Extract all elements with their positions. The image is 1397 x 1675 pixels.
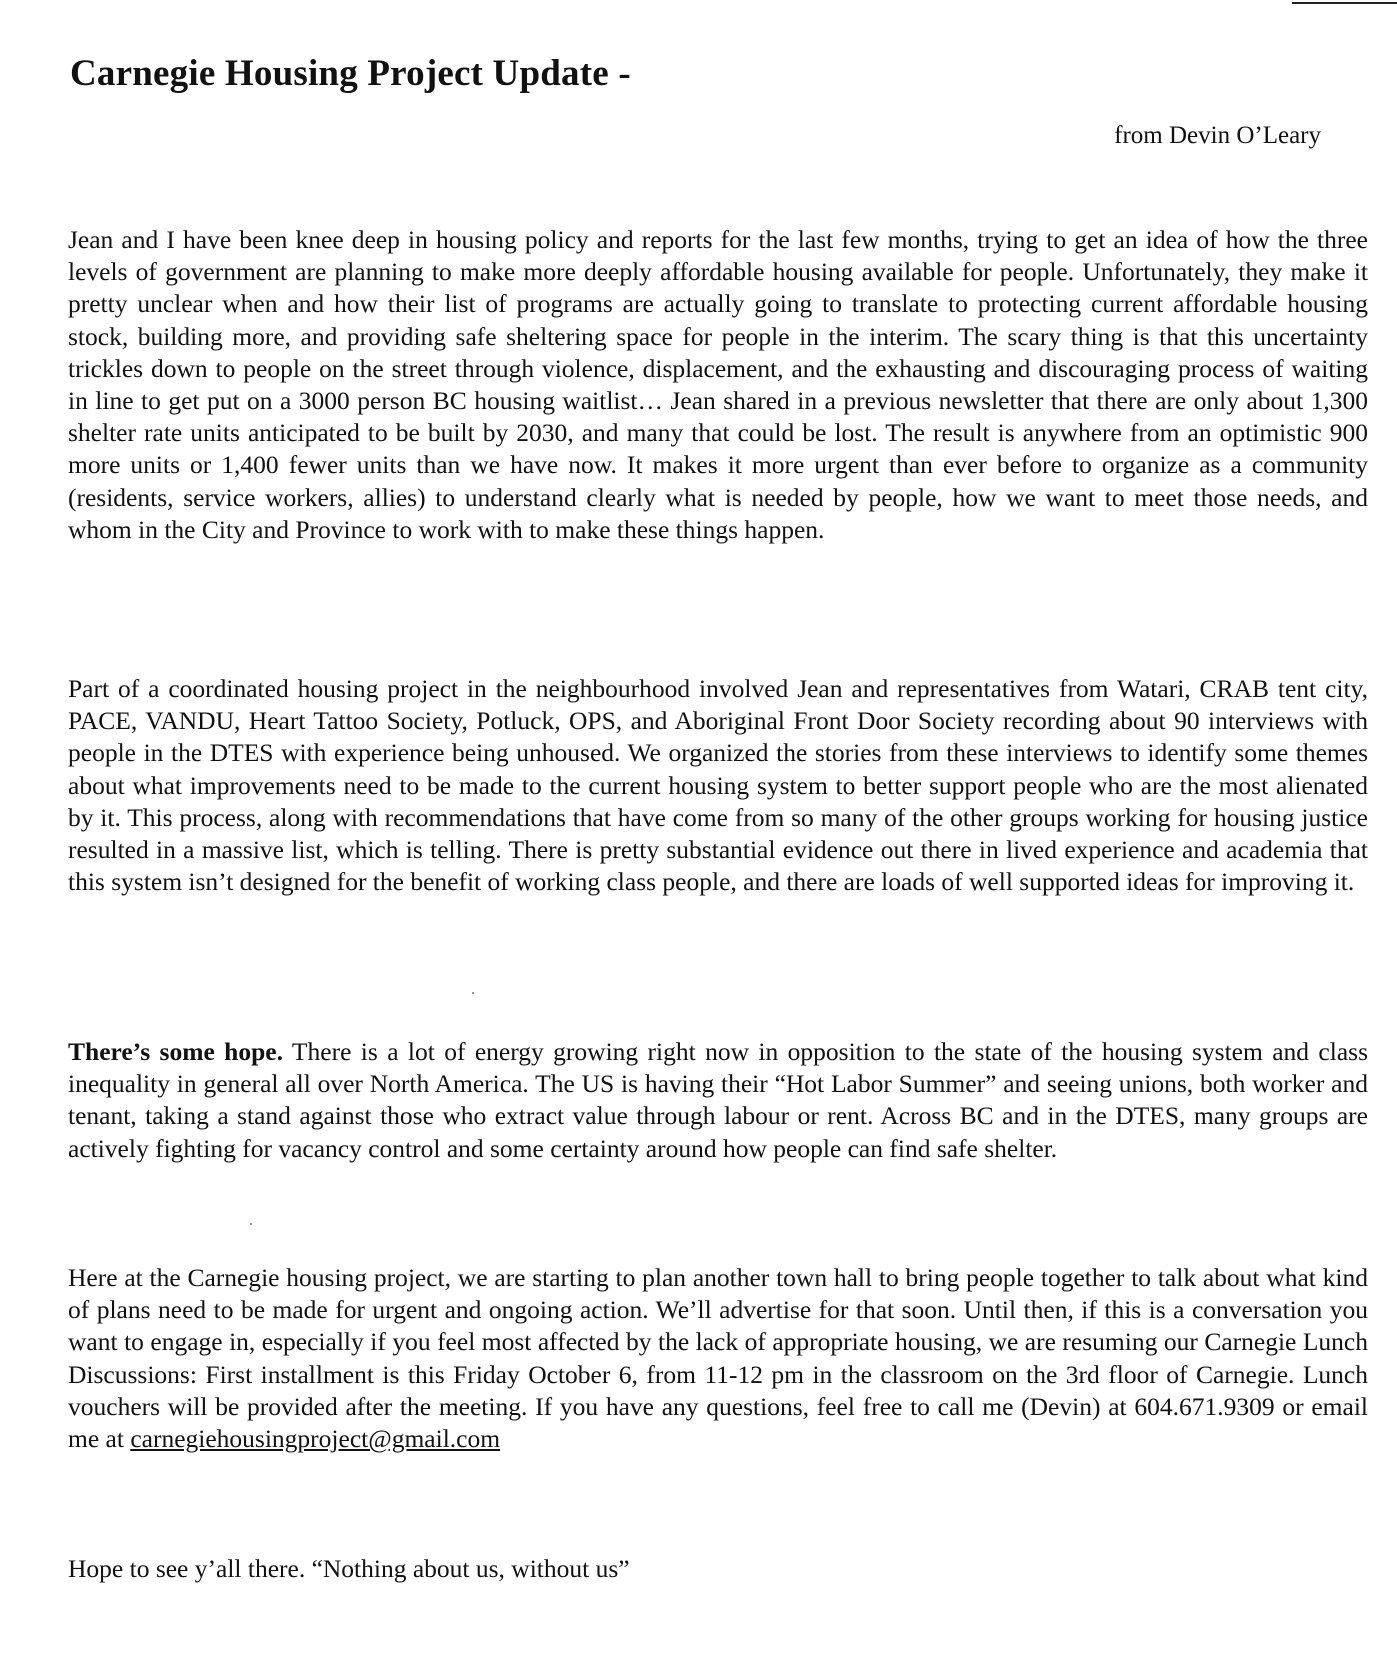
- paragraph-some-hope: [68, 1036, 1368, 1165]
- page-title: Carnegie Housing Project Update -: [70, 53, 631, 94]
- paragraph-coordinated-project: Part of a coordinated housing project in the neighbourhood involved Jean and representatives from Watari, CRAB tent city, PACE, VANDU, Heart Tattoo Society, Potluck, OPS, and Aboriginal Front Door Society recording about 90 interviews with people in the DTES with experience being unhoused. We organized the stories from these interviews to identify some themes about what improvements need to be made to the current housing system to better support people who are the most alienated by it. This process, along with recommendations that have come from so many of the other groups working for housing justice resulted in a massive list, which is telling. There is pretty substantial evidence out there in lived experience and academia that this system isn’t designed for the benefit of working class people, and there are loads of well supported ideas for improving it.: [68, 674, 1368, 897]
- paragraph-closing: Hope to see y’all there. “Nothing about us, without us”: [68, 1554, 630, 1583]
- scan-speck: [472, 992, 474, 994]
- paragraph-body: Here at the Carnegie housing project, we are starting to plan another town hall to bring people together to talk about what kind of plans need to be made for urgent and ongoing action. We’ll advertise for that soon. Until then, if this is a conversation you want to engage in, especially if you feel most affected by the lack of appropriate housing, we are resuming our Carnegie Lunch Discussions: First installment is this Friday October 6, from 11-12 pm in the classroom on the 3rd floor of Carnegie. Lunch vouchers will be provided after the meeting. If you have any questions, feel free to call me (Devin) at 604.671.9309 or email me at: [68, 1263, 1368, 1454]
- email-link[interactable]: carnegiehousingproject@gmail.com: [130, 1424, 501, 1454]
- paragraph-lead-bold: There’s some hope.: [68, 1037, 283, 1066]
- scan-edge-rule: [1292, 2, 1397, 4]
- paragraph-policy-overview: Jean and I have been knee deep in housing policy and reports for the last few months, trying to get an idea of how the three levels of government are planning to make more deeply affordable housing available for people. Unfortunately, they make it pretty unclear when and how their list of programs are actually going to translate to protecting current affordable housing stock, building more, and providing safe sheltering space for people in the interim. The scary thing is that this uncertainty trickles down to people on the street through violence, displacement, and the exhausting and discouraging process of waiting in line to get put on a 3000 person BC housing waitlist… Jean shared in a previous newsletter that there are only about 1,300 shelter rate units anticipated to be built by 2030, and many that could be lost. The result is anywhere from an optimistic 900 more units or 1,400 fewer units than we have now. It makes it more urgent than ever before to organize as a community (residents, service workers, allies) to understand clearly what is needed by people, how we want to meet those needs, and whom in the City and Province to work with to make these things happen.: [68, 225, 1368, 544]
- paragraph-body: There is a lot of energy growing right now in opposition to the state of the housing system and class inequality in general all over North America. The US is having their “Hot Labor Summer” and seeing unions, both worker and tenant, taking a stand against those who extract value through labour or rent. Across BC and in the DTES, many groups are actively fighting for vacancy control and some certainty around how people can find safe shelter.: [68, 1037, 1368, 1163]
- paragraph-town-hall: [68, 1262, 1368, 1455]
- author-byline: from Devin O’Leary: [1114, 122, 1321, 149]
- scan-speck: [250, 1223, 252, 1225]
